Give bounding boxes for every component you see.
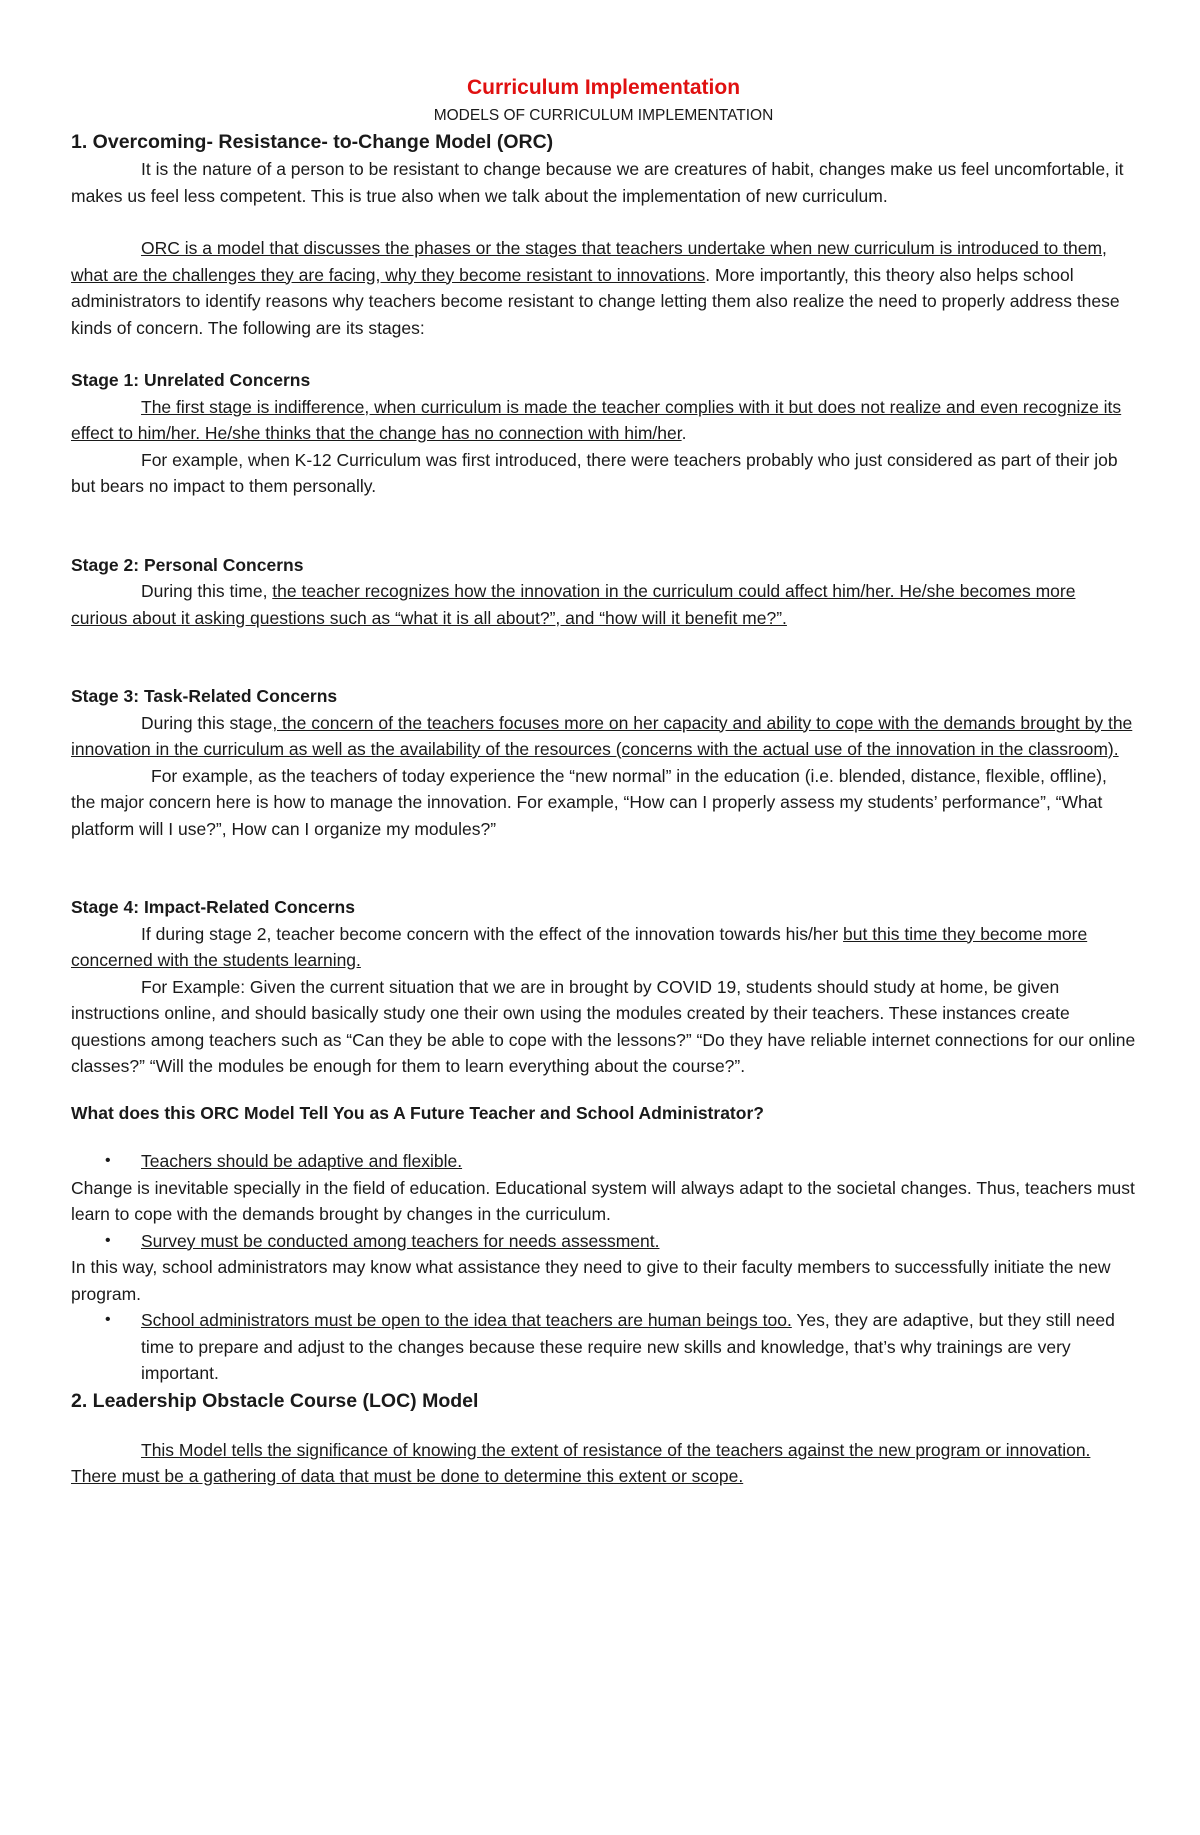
stage-1-underlined: The first stage is indifference, when curriculum is made the teacher complies with it but does not realize and even recognize its effect to him/her. He/she thinks that the change has no connection with him/her (71, 396, 1122, 443)
stage-3-lead: During this stage (141, 712, 273, 733)
stage-3-block (71, 683, 1136, 842)
bullet-icon: • (105, 1231, 111, 1249)
stage-1-description (71, 394, 1136, 447)
stage-3-example: For example, as the teachers of today experience the “new normal” in the education (i.e. blended, distance, flexible, offline), the major concern here is how to manage the innovation. For example, “How can I properly assess my students’ performance”, “What platform will I use?”, How can I organize my modules?” (71, 765, 1107, 839)
stage-2-block (71, 552, 1136, 632)
takeaway-1-followup: Change is inevitable specially in the field of education. Educational system will always adapt to the societal changes. Thus, teachers must learn to cope with the demands brought by changes in the curriculum. (71, 1177, 1135, 1224)
takeaway-3-underlined: School administrators must be open to the idea that teachers are human beings too. (141, 1310, 792, 1330)
stage-1-heading: Stage 1: Unrelated Concerns (71, 370, 311, 390)
stage-4-heading: Stage 4: Impact-Related Concerns (71, 897, 355, 917)
stage-2-underlined: the teacher recognizes how the innovation in the curriculum could affect him/her. He/she becomes more curious about it asking questions such as “what it is all about?”, and “how will it benefit me?”. (71, 581, 1076, 628)
bullet-icon: • (105, 1152, 111, 1169)
takeaway-1-underlined: Teachers should be adaptive and flexible. (141, 1151, 463, 1171)
takeaway-2-underlined: Survey must be conducted among teachers for needs assessment. (141, 1230, 660, 1251)
stage-2-lead: During this time, (141, 581, 273, 601)
stage-1-block (71, 367, 1136, 500)
stage-2-heading: Stage 2: Personal Concerns (71, 554, 304, 575)
takeaway-3-rest: Yes, they are adaptive, but they still need time to prepare and adjust to the changes because these require new skills and knowledge, that’s why trainings are very important. (141, 1310, 1115, 1383)
stage-1-underlined-end: . (681, 423, 687, 443)
takeaway-item-3 (71, 1307, 1136, 1387)
stage-4-block (71, 894, 1136, 1080)
stage-4-example: For Example: Given the current situation that we are in brought by COVID 19, students should study at home, be given instructions online, and should basically study one their own using the modules created by their teachers. These instances create questions among teachers such as “Can they be able to cope with the lessons?” “Do they have reliable internet connections for our online classes?” “Will the modules be enough for them to learn everything about the course?”. (71, 976, 1136, 1076)
stage-4-underlined: but this time they become more concerned with the students learning. (71, 923, 1088, 970)
stage-3-heading: Stage 3: Task-Related Concerns (71, 686, 338, 706)
takeaways-list (71, 1148, 1136, 1387)
document-content (71, 74, 1136, 1490)
loc-description-underlined: This Model tells the significance of knowing the extent of resistance of the teachers against the new program or innovation. There must be a gathering of data that must be done to determine this extent or scope. (71, 1439, 1091, 1486)
takeaway-item-2 (71, 1228, 1136, 1255)
orc-question-heading: What does this ORC Model Tell You as A Future Teacher and School Administrator? (71, 1102, 764, 1123)
document-title: Curriculum Implementation (466, 76, 741, 99)
orc-definition-rest: . More importantly, this theory also helps school administrators to identify reasons why teachers become resistant to change letting them also realize the need to properly address these kinds of concern. The following are its stages: (71, 264, 1120, 338)
bullet-icon: • (105, 1311, 111, 1328)
stage-4-lead: If during stage 2, teacher become concern with the effect of the innovation towards his/her (141, 923, 844, 944)
document-subtitle: MODELS OF CURRICULUM IMPLEMENTATION (433, 107, 774, 124)
stage-3-description (71, 710, 1136, 763)
stage-3-underlined: , the concern of the teachers focuses more on her capacity and ability to cope with the demands brought by the innovation in the curriculum as well as the availability of the resources (concerns with the actual use of the innovation in the classroom). (71, 712, 1133, 759)
stage-4-description (71, 921, 1136, 974)
orc-definition-underlined: ORC is a model that discusses the phases or the stages that teachers undertake when new curriculum is introduced to them, what are the challenges they are facing, why they become resistant to innovations (71, 238, 1107, 285)
takeaway-2-followup: In this way, school administrators may know what assistance they need to give to their faculty members to successfully initiate the new program. (71, 1257, 1111, 1304)
section-1-heading: 1. Overcoming- Resistance- to-Change Model (ORC) (71, 131, 554, 153)
stage-1-example: For example, when K-12 Curriculum was first introduced, there were teachers probably who just considered as part of their job but bears no impact to them personally. (71, 449, 1118, 496)
loc-description (71, 1437, 1136, 1490)
orc-intro-paragraph: It is the nature of a person to be resistant to change because we are creatures of habit, changes make us feel uncomfortable, it makes us feel less competent. This is true also when we talk about the implementation of new curriculum. (71, 159, 1124, 206)
takeaway-item-1 (71, 1148, 1136, 1175)
section-2-heading: 2. Leadership Obstacle Course (LOC) Model (71, 1389, 479, 1412)
orc-definition-paragraph (71, 235, 1136, 341)
stage-2-description (71, 578, 1136, 631)
